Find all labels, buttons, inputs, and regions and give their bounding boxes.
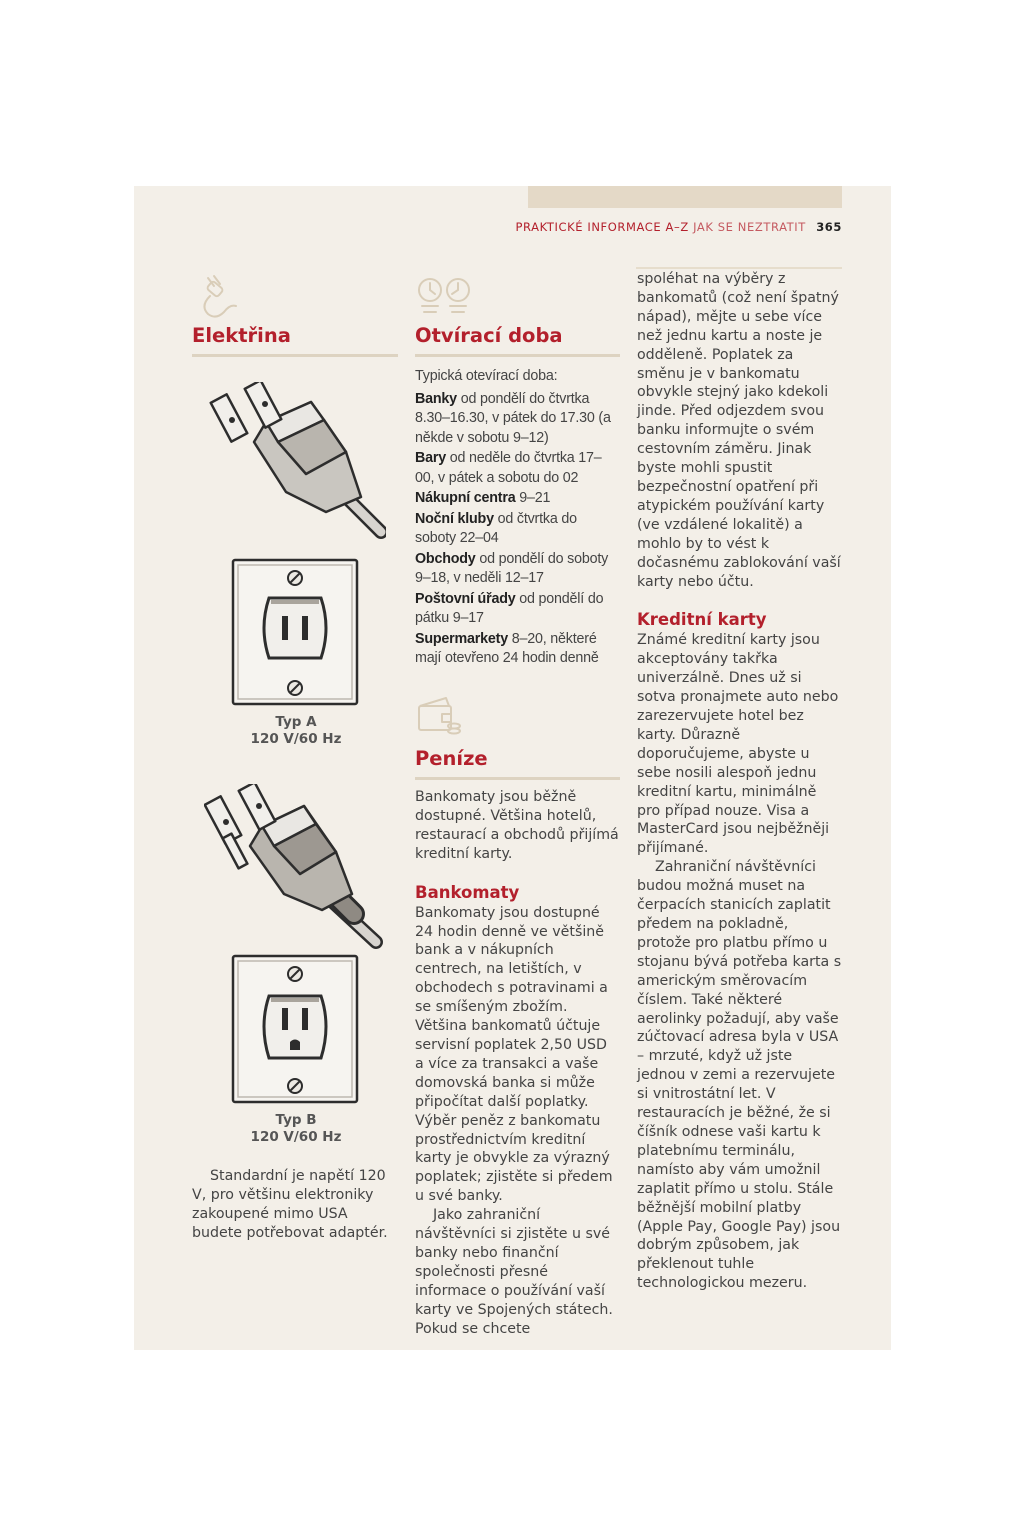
hours-label: Nákupní centra — [415, 490, 516, 507]
credit-cards-paragraph-1: Známé kreditní karty jsou akceptovány takřka univerzálně. Dnes už si sotva pronajmete auto nebo zarezervujete hotel bez karty. Důrazně doporučujeme, abyste u sebe nosili alespoň jednu kreditní kartu, minimálně pro případ nouze. Visa a MasterCard jsou nejběžněji přijímané. — [637, 632, 839, 857]
electricity-body — [192, 1167, 398, 1243]
electric-plug-icon — [196, 274, 238, 320]
hours-label: Bary — [415, 450, 446, 467]
money-title-rule — [415, 777, 620, 780]
running-head — [515, 220, 842, 234]
type-a-caption-title: Typ A — [275, 714, 317, 730]
atm-paragraph-1: Bankomaty jsou dostupné 24 hodin denně ve většině bank a v nákupních centrech, na letištích, v obchodech s potravinami a se smíšeným zbožím. Většina bankomatů účtuje servisní poplatek 2,50 USD a více za transakci a vaše domovská banka si může připočítat další poplatky. Výběr peněz z bankomatu prostřednictvím kreditní karty je obvykle za výrazný poplatek; zjistěte si předem u své banky. — [415, 904, 613, 1205]
column-top-rule — [636, 267, 842, 269]
header-tab-bar — [528, 186, 842, 208]
opening-hours-title: Otvírací doba — [415, 324, 563, 347]
type-a-caption-spec: 120 V/60 Hz — [250, 731, 342, 747]
electricity-section — [192, 324, 398, 357]
type-b-plug-illustration — [204, 784, 384, 949]
hours-label: Noční kluby — [415, 510, 494, 527]
type-a-plug-illustration — [206, 382, 386, 542]
money-title: Peníze — [415, 747, 488, 770]
type-b-outlet-illustration — [231, 954, 359, 1104]
type-a-outlet-illustration — [231, 558, 359, 706]
hours-item — [415, 550, 620, 588]
opening-hours-title-rule — [415, 354, 620, 357]
hours-text: 8–20, některé mají otevřeno 24 hodin denně — [415, 630, 599, 666]
money-continued-section — [637, 270, 843, 1293]
electricity-title-rule — [192, 354, 398, 357]
hours-item — [415, 590, 620, 628]
electricity-title: Elektřina — [192, 324, 291, 347]
running-head-section: PRAKTICKÉ INFORMACE A–Z — [515, 220, 689, 234]
opening-hours-intro: Typická otevírací doba: — [415, 368, 558, 384]
hours-text: od čtvrtka do soboty 22–04 — [415, 510, 577, 547]
hours-item — [415, 489, 620, 508]
hours-text: od neděle do čtvrtka 17–00, v pátek a sobotu do 02 — [415, 450, 602, 486]
hours-item — [415, 510, 620, 548]
hours-label: Supermarkety — [415, 630, 508, 647]
type-b-caption — [212, 1112, 380, 1146]
atm-paragraph-2-continued: spoléhat na výběry z bankomatů (což není špatný nápad), mějte u sebe více než jednu kartu a noste je odděleně. Poplatek za směnu je v bankomatu obvykle stejný jako kdekoli jinde. Před odjezdem svou banku informujte o svém cestovním záměru. Jinak byste mohli spustit bezpečnostní opatření při atypickém používání karty (ve vzdálené lokalitě) a mohlo by to vést k dočasnému zablokování vaší karty nebo účtu. — [637, 271, 841, 590]
hours-label: Banky — [415, 391, 457, 408]
type-a-caption — [212, 714, 380, 748]
money-intro: Bankomaty jsou běžně dostupné. Většina hotelů, restaurací a obchodů přijímá kreditní karty. — [415, 789, 619, 862]
hours-label: Poštovní úřady — [415, 590, 516, 607]
wallet-icon — [416, 696, 462, 738]
hours-text: 9–21 — [519, 490, 551, 507]
hours-text: od pondělí do soboty 9–18, v neděli 12–17 — [415, 550, 609, 587]
hours-text: od pondělí do pátku 9–17 — [415, 590, 604, 626]
type-b-caption-spec: 120 V/60 Hz — [250, 1129, 342, 1145]
opening-hours-section — [415, 324, 620, 670]
atm-paragraph-2: Jako zahraniční návštěvníci si zjistěte u své banky nebo finanční společnosti přesné informace o používání vaší karty ve Spojených státech. Pokud se chcete — [415, 1207, 613, 1337]
clock-icon — [416, 276, 472, 316]
electricity-body-text: Standardní je napětí 120 V, pro většinu elektroniky zakoupené mimo USA budete potřebovat adaptér. — [192, 1168, 388, 1241]
hours-label: Obchody — [415, 550, 476, 567]
page-number: 365 — [816, 220, 842, 234]
type-b-caption-title: Typ B — [275, 1112, 317, 1128]
money-section — [415, 747, 620, 1338]
running-head-chapter: JAK SE NEZTRATIT — [693, 220, 806, 234]
atm-title: Bankomaty — [415, 882, 520, 902]
hours-item — [415, 630, 620, 668]
credit-cards-paragraph-2: Zahraniční návštěvníci budou možná muset na čerpacích stanicích zaplatit předem na pokladně, protože pro platbu přímo u stojanu bývá potřeba karta s americkým směrovacím číslem. Také některé aerolinky požadují, aby vaše zúčtovací adresa byla v USA – mrzuté, když už jste jednou v zemi a rezervujete si vnitrostátní let. V restauracích je běžné, že si číšník odnese vaši kartu k platebnímu terminálu, namísto aby vám umožnil zaplatit přímo u stolu. Stále běžnější mobilní platby (Apple Pay, Google Pay) jsou dobrým způsobem, jak překlenout tuhle technologickou mezeru. — [637, 859, 842, 1292]
hours-item — [415, 449, 620, 487]
credit-cards-title: Kreditní karty — [637, 610, 767, 630]
hours-text: od pondělí do čtvrtka 8.30–16.30, v pátek do 17.30 (a někde v sobotu 9–12) — [415, 391, 611, 446]
hours-item — [415, 390, 620, 448]
